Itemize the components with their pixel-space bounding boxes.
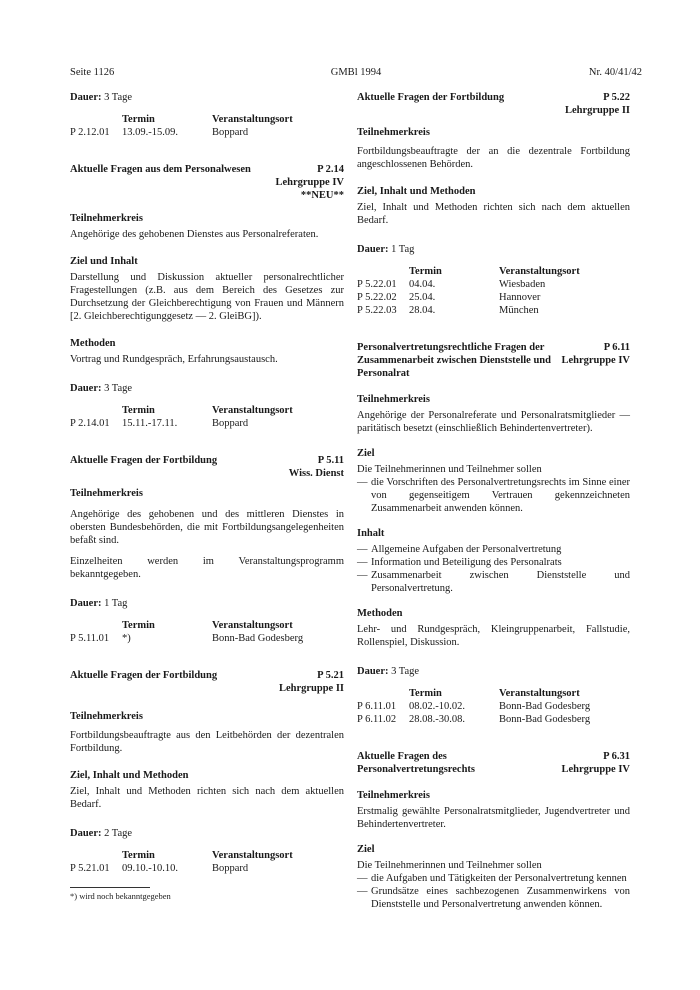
course-title: Personalvertretungsrechtliche Fragen der Zusammenarbeit zwischen Dienststelle und Personalrat P 6.11 Lehrgruppe IV (357, 342, 630, 379)
table-row: P 5.21.01 09.10.-10.10. Boppard (70, 863, 249, 874)
section-heading: Ziel und Inhalt (70, 256, 138, 267)
course-code: P 2.14 (317, 164, 344, 175)
schedule-table: Termin Veranstaltungsort P 5.21.01 09.10.-10.10. Boppard (70, 849, 293, 874)
table-row: P 6.11.02 28.08.-30.08. Bonn-Bad Godesberg (357, 714, 591, 725)
section-heading: Teilnehmerkreis (357, 127, 430, 138)
section-heading: Ziel (357, 844, 375, 855)
paragraph: Die Teilnehmerinnen und Teilnehmer sollen (357, 464, 542, 475)
list-item: — die Vorschriften des Personalvertretungsrechts im Sinne einer von gegenseitigem Vertrauen gekennzeichneten Zusammenarbeit anwenden können. (357, 476, 630, 515)
course-code: P 5.21 (317, 670, 344, 681)
paragraph: Fortbildungsbeauftragte aus den Leitbehörden der dezentralen Fortbildung. (70, 730, 344, 754)
list-item: — Allgemeine Aufgaben der Personalvertretung (357, 543, 630, 556)
page-header (70, 66, 642, 80)
course-p5-22 (357, 91, 630, 317)
schedule-table: Termin Veranstaltungsort P 5.22.01 04.04. Wiesbaden P 5.22.02 25.04. Hannover P 5.22.03 28.04. München (357, 265, 580, 316)
duration: Dauer: 1 Tag (357, 244, 415, 255)
paragraph: Fortbildungsbeauftragte der an die dezentrale Fortbildung angeschlossenen Behörden. (357, 146, 630, 170)
course-group: Lehrgruppe II (278, 683, 344, 694)
schedule-table: Termin Veranstaltungsort P 2.12.01 13.09.-15.09. Boppard (70, 113, 293, 138)
paragraph: Angehörige der Personalreferate und Personalratsmitglieder — paritätisch besetzt (einschließlich Behindertenvertreter). (357, 410, 630, 434)
schedule-table: Termin Veranstaltungsort P 6.11.01 08.02.-10.02. Bonn-Bad Godesberg P 6.11.02 28.08.-30.08. Bonn-Bad Godesberg (357, 687, 591, 725)
course-p5-21 (70, 669, 344, 875)
issue-number: Nr. 40/41/42 (588, 67, 642, 78)
paragraph: Ziel, Inhalt und Methoden richten sich nach dem aktuellen Bedarf. (70, 786, 344, 810)
course-group: Lehrgruppe IV (561, 764, 630, 775)
course-p6-11 (357, 341, 630, 726)
paragraph: Angehörige des gehobenen und des mittleren Dienstes in obersten Bundesbehörden, die mit Fortbildungsangelegenheiten befaßt sind. (70, 509, 344, 546)
paragraph: Erstmalig gewählte Personalratsmitglieder, Jugendvertreter und Behindertenvertreter. (357, 806, 630, 830)
schedule-table: Termin Veranstaltungsort P 2.14.01 15.11.-17.11. Boppard (70, 404, 293, 429)
section-heading: Teilnehmerkreis (357, 394, 430, 405)
course-code: P 6.31 (603, 751, 630, 762)
duration: Dauer: 3 Tage (70, 383, 133, 394)
course-group: Lehrgruppe II (564, 105, 630, 116)
course-title: Aktuelle Fragen der Fortbildung P 5.11 Wiss. Dienst (70, 455, 344, 479)
table-row: P 2.14.01 15.11.-17.11. Boppard (70, 418, 249, 429)
list-item: — die Aufgaben und Tätigkeiten der Personalvertretung kennen (357, 872, 630, 885)
section-heading: Teilnehmerkreis (70, 488, 143, 499)
footnote-rule (70, 887, 150, 888)
section-heading: Methoden (70, 338, 116, 349)
paragraph: Die Teilnehmerinnen und Teilnehmer sollen (357, 860, 542, 871)
course-title: Aktuelle Fragen aus dem Personalwesen P 2.14 Lehrgruppe IV **NEU** (70, 164, 344, 201)
course-title: Aktuelle Fragen des Personalvertretungsrechts P 6.31 Lehrgruppe IV (357, 751, 630, 775)
paragraph: Lehr- und Rundgespräch, Kleingruppenarbeit, Fallstudie, Rollenspiel, Diskussion. (357, 624, 630, 648)
duration: Dauer: 1 Tag (70, 598, 128, 609)
journal-issue: GMBl 1994 (330, 67, 382, 78)
course-code: P 6.11 (603, 342, 630, 353)
course-p2-14 (70, 163, 344, 430)
table-row: P 5.22.03 28.04. München (357, 305, 539, 316)
paragraph: Darstellung und Diskussion aktueller personalrechtlicher Fragestellungen (z.B. aus dem Bereich des Gesetzes zur Durchsetzung der Gleichberechtigung von Frauen und Männern [2. Gleichberechtigunggesetz — 2. GleiBG]). (70, 272, 344, 322)
section-heading: Ziel (357, 448, 375, 459)
right-column (357, 91, 630, 911)
paragraph: Vortrag und Rundgespräch, Erfahrungsaustausch. (70, 354, 278, 365)
course-title: Aktuelle Fragen der Fortbildung P 5.22 Lehrgruppe II (357, 92, 630, 116)
duration: Dauer: 3 Tage (357, 666, 420, 677)
list-item: — Zusammenarbeit zwischen Dienststelle und Personalvertretung. (357, 569, 630, 595)
page-number: Seite 1126 (70, 67, 115, 78)
left-column (70, 91, 344, 903)
course-group: Lehrgruppe IV (561, 355, 630, 366)
section-heading: Teilnehmerkreis (70, 213, 143, 224)
table-row: P 5.22.02 25.04. Hannover (357, 292, 541, 303)
duration: Dauer: 2 Tage (70, 828, 133, 839)
table-row: P 2.12.01 13.09.-15.09. Boppard (70, 127, 249, 138)
course-group: Lehrgruppe IV (275, 177, 344, 188)
paragraph: Ziel, Inhalt und Methoden richten sich nach dem aktuellen Bedarf. (357, 202, 630, 226)
course-group: Wiss. Dienst (288, 468, 344, 479)
new-badge: **NEU** (300, 190, 344, 201)
course-code: P 5.22 (603, 92, 630, 103)
schedule-table: Termin Veranstaltungsort P 5.11.01 *) Bonn-Bad Godesberg (70, 619, 304, 644)
course-p5-11 (70, 454, 344, 645)
list-item: — Information und Beteiligung des Personalrats (357, 556, 630, 569)
footnote: *) wird noch bekanntgegeben (70, 891, 171, 901)
table-row: P 5.22.01 04.04. Wiesbaden (357, 279, 546, 290)
paragraph: Angehörige des gehobenen Dienstes aus Personalreferaten. (70, 229, 319, 240)
course-p6-31 (357, 750, 630, 911)
paragraph: Einzelheiten werden im Veranstaltungsprogramm bekanntgegeben. (70, 556, 344, 580)
course-title: Aktuelle Fragen der Fortbildung P 5.21 Lehrgruppe II (70, 670, 344, 694)
section-heading: Ziel, Inhalt und Methoden (357, 186, 476, 197)
section-heading: Teilnehmerkreis (357, 790, 430, 801)
duration: Dauer: 3 Tage (70, 92, 133, 103)
section-heading: Inhalt (357, 528, 385, 539)
course-p2-12-tail (70, 91, 344, 139)
list-item: — Grundsätze eines sachbezogenen Zusammenwirkens von Dienststelle und Personalvertretung anwenden können. (357, 885, 630, 911)
table-row: P 6.11.01 08.02.-10.02. Bonn-Bad Godesberg (357, 701, 591, 712)
table-row: P 5.11.01 *) Bonn-Bad Godesberg (70, 633, 304, 644)
section-heading: Teilnehmerkreis (70, 711, 143, 722)
section-heading: Ziel, Inhalt und Methoden (70, 770, 189, 781)
section-heading: Methoden (357, 608, 403, 619)
course-code: P 5.11 (317, 455, 344, 466)
